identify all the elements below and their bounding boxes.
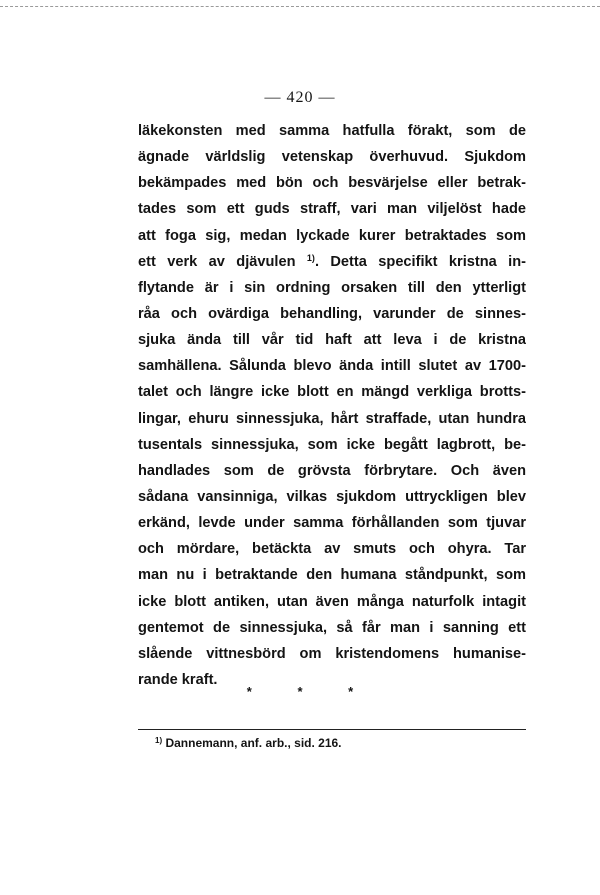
section-break <box>0 684 600 699</box>
asterisk: * <box>297 684 303 699</box>
text-line: slående vittnesbörd om kristendomens humanise- <box>138 645 526 662</box>
text-line: lingar, ehuru sinnessjuka, hårt straffade, utan hundra <box>138 410 526 427</box>
footnote-reference: 1) <box>306 252 315 263</box>
text-line: och mördare, betäckta av smuts och ohyra. Tar <box>138 541 526 558</box>
text-line-with-footnote <box>138 249 526 275</box>
text-line: man nu i betraktande den humana ståndpunkt, som <box>138 567 526 584</box>
text-line: samhällena. Sålunda blevo ända intill slutet av 1700- <box>138 358 526 375</box>
footnote-text: Dannemann, anf. arb., sid. 216. <box>162 736 342 750</box>
body-text <box>138 118 526 693</box>
footnote-divider <box>138 729 526 730</box>
text-line: råa och ovärdiga behandling, varunder de sinnes- <box>138 305 526 322</box>
text-line: ägnade världslig vetenskap överhuvud. Sjukdom <box>138 149 526 166</box>
text-line: erkänd, levde under samma förhållanden som tjuvar <box>138 515 526 532</box>
text-line: tusentals sinnessjuka, som icke begått lagbrott, be- <box>138 436 526 453</box>
asterisk: * <box>246 684 252 699</box>
text-line: sjuka ända till vår tid haft att leva i de kristna <box>138 332 526 349</box>
text-line: att foga sig, medan lyckade kurer betraktades som <box>138 227 526 244</box>
text-line: bekämpades med bön och besvärjelse eller betrak- <box>138 175 526 192</box>
text-line-last: rande kraft. <box>138 671 218 688</box>
text-line: tades som ett guds straff, vari man viljelöst hade <box>138 201 526 218</box>
text-line: talet och längre icke blott en mängd verkliga brotts- <box>138 384 526 401</box>
top-edge-rule <box>0 6 600 7</box>
footnote-marker: 1) <box>155 736 163 745</box>
text-line: handlades som de grövsta förbrytare. Och även <box>138 462 526 479</box>
footnote <box>155 735 342 751</box>
asterisk: * <box>348 684 354 699</box>
text-segment: ett verk av djävulen <box>138 253 296 270</box>
text-line: sådana vansinniga, vilkas sjukdom uttryckligen blev <box>138 488 526 505</box>
page-number: — 420 — <box>264 89 336 106</box>
text-line: flytande är i sin ordning orsaken till den ytterligt <box>138 279 526 296</box>
text-line: läkekonsten med samma hatfulla förakt, som de <box>138 123 526 139</box>
text-line: icke blott antiken, utan även många naturfolk intagit <box>138 593 526 610</box>
text-segment: . Detta specifikt kristna in- <box>314 253 526 270</box>
text-line: gentemot de sinnessjuka, så får man i sanning ett <box>138 619 526 636</box>
